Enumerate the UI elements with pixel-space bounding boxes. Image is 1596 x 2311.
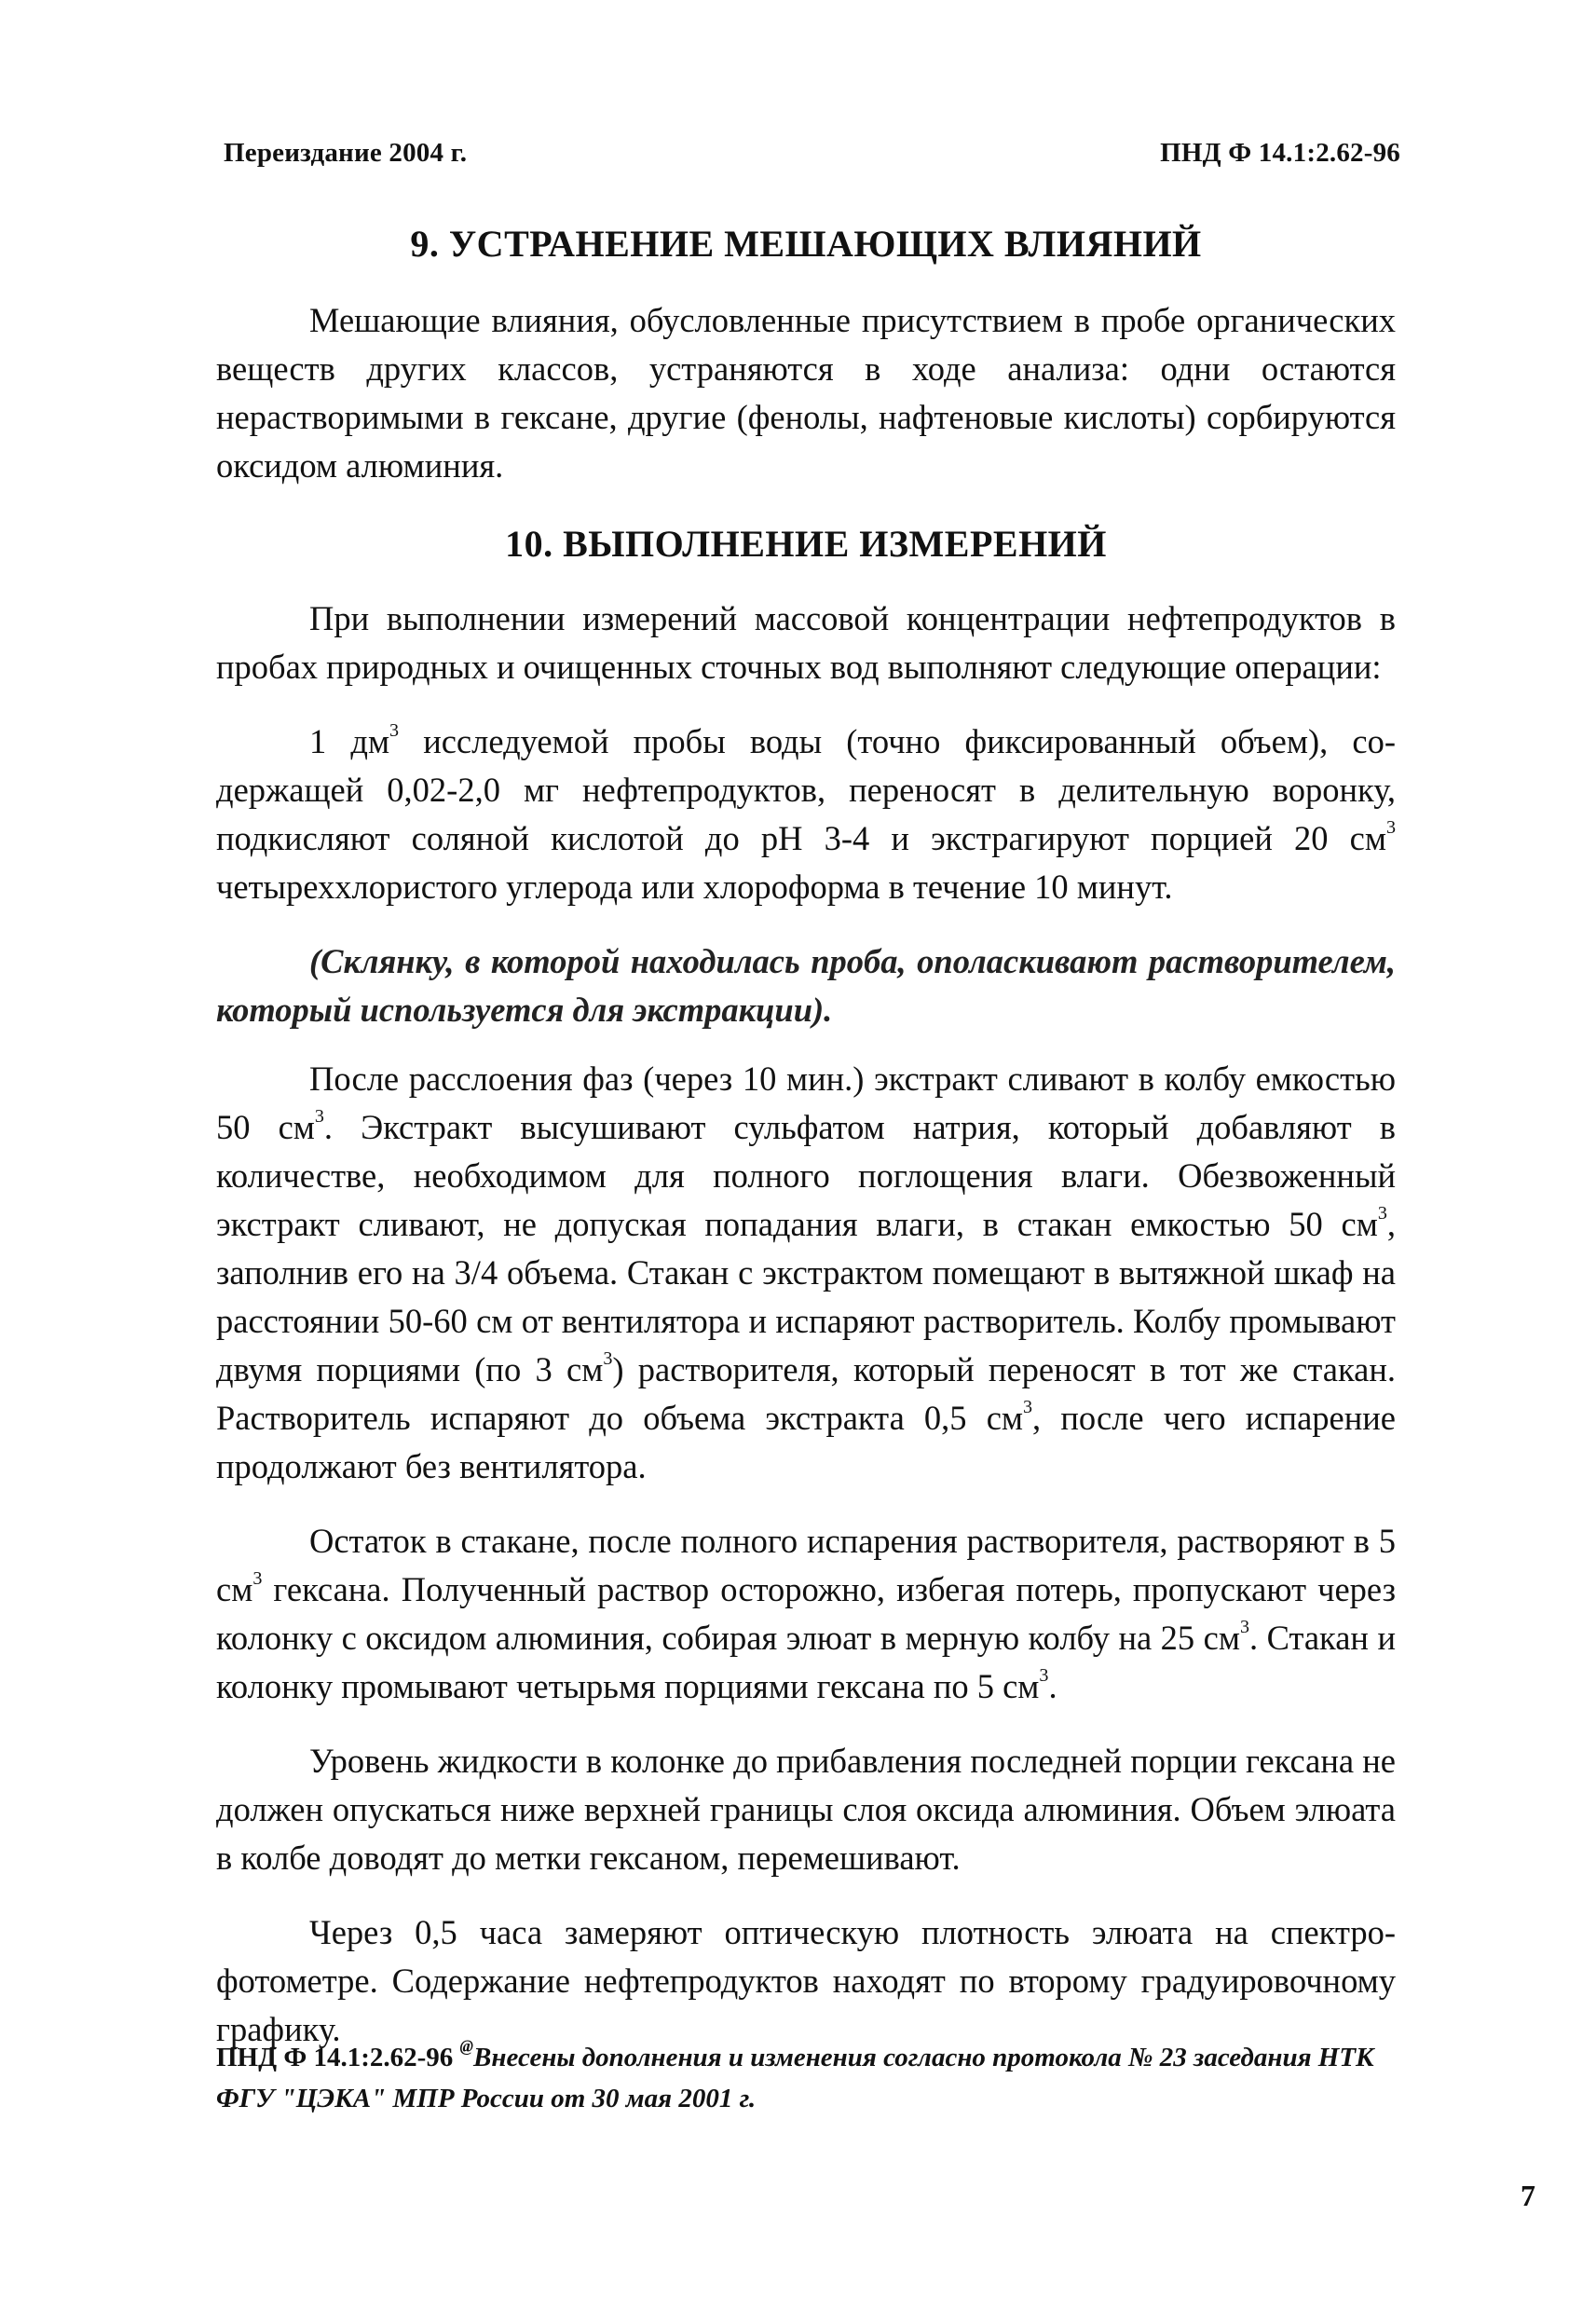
residue-paragraph: Остаток в стакане, после полного испарения растворителя, растворяют в 5 $см^3$ гексана. Полученный раствор осторожно, избегая потерь, пропускают через колонку с оксидом алюминия, собирая элюат в мерную колбу на 25 $см^3$. Стакан и колонку промывают четырьмя порциями гексана по 5 $см^3$. bbox=[216, 1522, 1396, 1705]
superscript-3: 3 bbox=[1385, 816, 1396, 838]
superscript-3: 3 bbox=[603, 1347, 613, 1369]
drying-paragraph: После расслоения фаз (через 10 мин.) экстракт сливают в колбу емкостью 50 $см^3$. Экстракт высушивают сульфатом натрия, который добавляют в количестве, необходимом для полного поглощения влаги. Обезвоженный экстракт сливают, не допуская попадания влаги, в стакан емкостью 50 $см^3$, заполнив его на 3/4 объема. Стакан с экстрактом помещают в вытяжной шкаф на расстоянии 50-60 см от вентилятора и испаряют растворитель. Колбу промывают двумя порциями (по 3 $см^3$) растворителя, который переносят в тот же стакан. Растворитель испаряют до объема экстракта 0,5 $см^3$, после чего испарение продолжают без вентилятора. bbox=[216, 1060, 1396, 1485]
superscript-3: 3 bbox=[389, 719, 400, 741]
footer-document-code: ПНД Ф 14.1:2.62-96 bbox=[216, 2043, 454, 2072]
page-content bbox=[216, 222, 1396, 2080]
measurement-paragraph: Через 0,5 часа замеряют оптическую плотность элюата на спектрофотометре. Содержание нефтепродуктов находят по второму градуировочному графику. bbox=[216, 1913, 1396, 2048]
superscript-3: 3 bbox=[1377, 1202, 1387, 1224]
section-10-intro-paragraph: При выполнении измерений массовой концентрации нефтепродуктов в пробах природных и очищенных сточных вод выполняют следующие операции: bbox=[216, 599, 1396, 686]
rinse-note-paragraph: (Склянку, в которой находилась проба, ополаскивают растворителем, который используется для экстракции). bbox=[216, 942, 1396, 1029]
footer-amendment-text: Внесены дополнения и изменения согласно протокола № 23 заседания НТК ФГУ "ЦЭКА" МПР России от 30 мая 2001 г. bbox=[216, 2043, 1374, 2113]
superscript-3: 3 bbox=[252, 1567, 263, 1589]
section-9-title: 9. УСТРАНЕНИЕ МЕШАЮЩИХ ВЛИЯНИЙ bbox=[410, 223, 1202, 265]
section-10-title: 10. ВЫПОЛНЕНИЕ ИЗМЕРЕНИЙ bbox=[505, 523, 1107, 565]
amendment-mark: @ bbox=[459, 2036, 474, 2056]
header-document-code: ПНД Ф 14.1:2.62-96 bbox=[1160, 138, 1400, 168]
superscript-3: 3 bbox=[1239, 1616, 1249, 1637]
superscript-3: 3 bbox=[314, 1105, 324, 1127]
superscript-3: 3 bbox=[1023, 1396, 1033, 1417]
footer-note bbox=[216, 2037, 1396, 2119]
page-number: 7 bbox=[1521, 2179, 1535, 2212]
column-level-paragraph: Уровень жидкости в колонке до прибавления последней порции гексана не должен опускаться ниже верхней границы слоя оксида алюминия. Объем элюата в колбе доводят до метки гексаном, перемешивают. bbox=[216, 1742, 1396, 1877]
header-edition: Переиздание 2004 г. bbox=[224, 138, 468, 168]
extraction-paragraph: 1 $дм^3$ исследуемой пробы воды (точно фиксированный объем), содержащей 0,02-2,0 мг нефтепродуктов, переносят в делительную воронку, подкисляют соляной кислотой до pH 3-4 и экстрагируют порцией 20 $см^3$ четыреххлористого углерода или хлороформа в течение 10 минут. bbox=[216, 719, 1396, 906]
section-9-paragraph: Мешающие влияния, обусловленные присутствием в пробе органических веществ других классов, устраняются в ходе анализа: одни остаются нерастворимыми в гексане, другие (фенолы, нафтеновые кислоты) сорбируются оксидом алюминия. bbox=[216, 301, 1396, 485]
superscript-3: 3 bbox=[1039, 1664, 1049, 1686]
